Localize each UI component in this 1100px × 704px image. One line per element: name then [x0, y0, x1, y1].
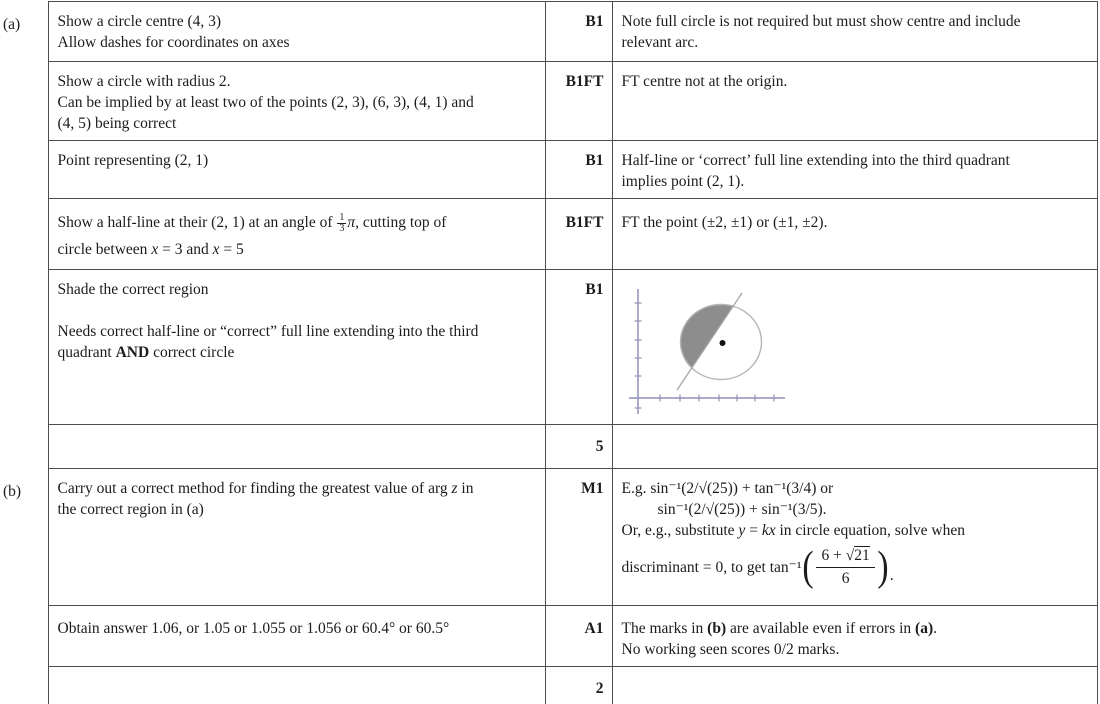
mark-code: B1FT: [565, 73, 604, 90]
note-line: FT centre not at the origin.: [621, 73, 788, 90]
note-cell: [612, 199, 1097, 270]
table-row: [0, 2, 1097, 62]
table-row: [0, 425, 1097, 469]
note-text: are available even if errors in: [726, 620, 916, 637]
pi-symbol: π: [347, 214, 356, 231]
note-line: sin⁻¹(2/√(25)) + sin⁻¹(3/5).: [657, 501, 827, 518]
radicand: 21: [854, 546, 870, 564]
desc-line: Show a circle centre (4, 3): [57, 13, 222, 30]
note-line: [622, 520, 1089, 541]
note-line: Note full circle is not required but must show centre and include: [621, 13, 1021, 30]
empty-note-cell: [612, 667, 1097, 704]
mark-code: B1FT: [565, 214, 604, 231]
desc-line: Shade the correct region: [57, 281, 209, 298]
bold-b: (b): [707, 620, 727, 637]
desc-line: [58, 342, 537, 363]
note-cell: [612, 2, 1097, 62]
note-cell: [612, 469, 1097, 606]
centre-dot: [719, 340, 725, 346]
total-value: 2: [595, 680, 604, 697]
desc-text: correct circle: [149, 344, 235, 361]
empty-note-cell: [612, 425, 1097, 469]
total-marks-b: [545, 667, 612, 704]
mark-cell: [545, 2, 612, 62]
empty-desc-cell: [48, 425, 545, 469]
note-cell: [612, 270, 1097, 425]
note-text: discriminant = 0, to get tan⁻¹: [621, 558, 802, 576]
desc-line: Can be implied by at least two of the points (2, 3), (6, 3), (4, 1) and: [57, 94, 474, 111]
region-diagram: [619, 276, 795, 422]
desc-text: quadrant: [57, 344, 116, 361]
period: .: [889, 567, 894, 584]
desc-cell: [48, 62, 545, 141]
note-math-line: [622, 544, 1089, 590]
note-text: =: [745, 522, 762, 539]
mark-scheme-table: [0, 1, 1098, 704]
note-line: E.g. sin⁻¹(2/√(25)) + tan⁻¹(3/4) or: [621, 480, 834, 497]
part-label-a: [0, 2, 48, 469]
var-y: y: [738, 522, 746, 539]
note-line: Half-line or ‘correct’ full line extending into the third quadrant: [621, 152, 1010, 169]
total-marks-a: [545, 425, 612, 469]
fraction-6-plus-sqrt21-over-6: 6 + √21 6: [816, 546, 874, 589]
big-open-paren: (: [802, 544, 815, 590]
desc-line: Allow dashes for coordinates on axes: [57, 34, 290, 51]
desc-line: the correct region in (a): [57, 501, 204, 518]
part-b-label-text: (b): [3, 482, 22, 500]
table-row: [0, 469, 1097, 606]
sqrt-sign: √: [845, 546, 855, 564]
desc-line: [58, 212, 537, 235]
desc-text: Show a half-line at their (2, 1) at an angle of: [57, 214, 337, 231]
mark-code: A1: [584, 620, 604, 637]
mark-cell: [545, 270, 612, 425]
desc-text: = 3 and: [158, 240, 213, 258]
total-value: 5: [595, 438, 604, 455]
table-row: [0, 141, 1097, 199]
part-a-label-text: (a): [3, 15, 21, 33]
var-x: x: [212, 240, 220, 258]
desc-text: Carry out a correct method for finding the greatest value of arg: [57, 480, 452, 497]
bold-a: (a): [915, 620, 934, 637]
big-close-paren: ): [877, 544, 889, 590]
desc-text: in: [457, 480, 474, 497]
desc-cell: [48, 199, 545, 270]
mark-cell: [545, 62, 612, 141]
desc-cell: [48, 270, 545, 425]
note-line: relevant arc.: [621, 34, 699, 51]
note-cell: [612, 141, 1097, 199]
mark-cell: [545, 141, 612, 199]
mark-cell: [545, 469, 612, 606]
desc-cell: [48, 2, 545, 62]
mark-cell: [545, 199, 612, 270]
table-row: [0, 62, 1097, 141]
table-row: [0, 199, 1097, 270]
var-kx: kx: [761, 522, 776, 539]
note-text: The marks in: [621, 620, 708, 637]
table-row: [0, 667, 1097, 704]
desc-cell: [48, 606, 545, 667]
note-line: No working seen scores 0/2 marks.: [621, 641, 840, 658]
table-row: [0, 606, 1097, 667]
mark-code: M1: [581, 480, 604, 497]
note-line: [622, 618, 1089, 639]
table-row: [0, 270, 1097, 425]
mark-code: B1: [585, 281, 604, 298]
mark-cell: [545, 606, 612, 667]
desc-line: Point representing (2, 1): [57, 152, 209, 169]
desc-text: , cutting top of: [355, 214, 447, 231]
desc-text: = 5: [219, 240, 244, 258]
var-z: z: [451, 480, 458, 497]
note-text: .: [933, 620, 937, 637]
note-cell: [612, 606, 1097, 667]
note-line: FT the point (±2, ±1) or (±1, ±2).: [621, 214, 828, 231]
desc-line: Obtain answer 1.06, or 1.05 or 1.055 or 1.056 or 60.4° or 60.5°: [57, 620, 450, 637]
fraction-one-third: $\frac{1}{3}$: [339, 211, 345, 234]
bold-and: AND: [115, 344, 150, 361]
part-label-b: [0, 469, 48, 704]
note-line: implies point (2, 1).: [621, 173, 745, 190]
desc-line: [58, 478, 537, 499]
desc-line: (4, 5) being correct: [57, 115, 177, 132]
note-text: Or, e.g., substitute: [621, 522, 739, 539]
mark-code: B1: [585, 152, 604, 169]
mark-code: B1: [585, 13, 604, 30]
desc-cell: [48, 469, 545, 606]
desc-text: circle between: [57, 240, 152, 258]
note-cell: [612, 62, 1097, 141]
desc-line: Show a circle with radius 2.: [57, 73, 231, 90]
shaded-region: [680, 305, 732, 368]
var-x: x: [151, 240, 159, 258]
desc-line: Needs correct half-line or “correct” full line extending into the third: [57, 323, 479, 340]
desc-line: [58, 239, 537, 260]
desc-cell: [48, 141, 545, 199]
empty-desc-cell: [48, 667, 545, 704]
note-text: in circle equation, solve when: [775, 522, 965, 539]
